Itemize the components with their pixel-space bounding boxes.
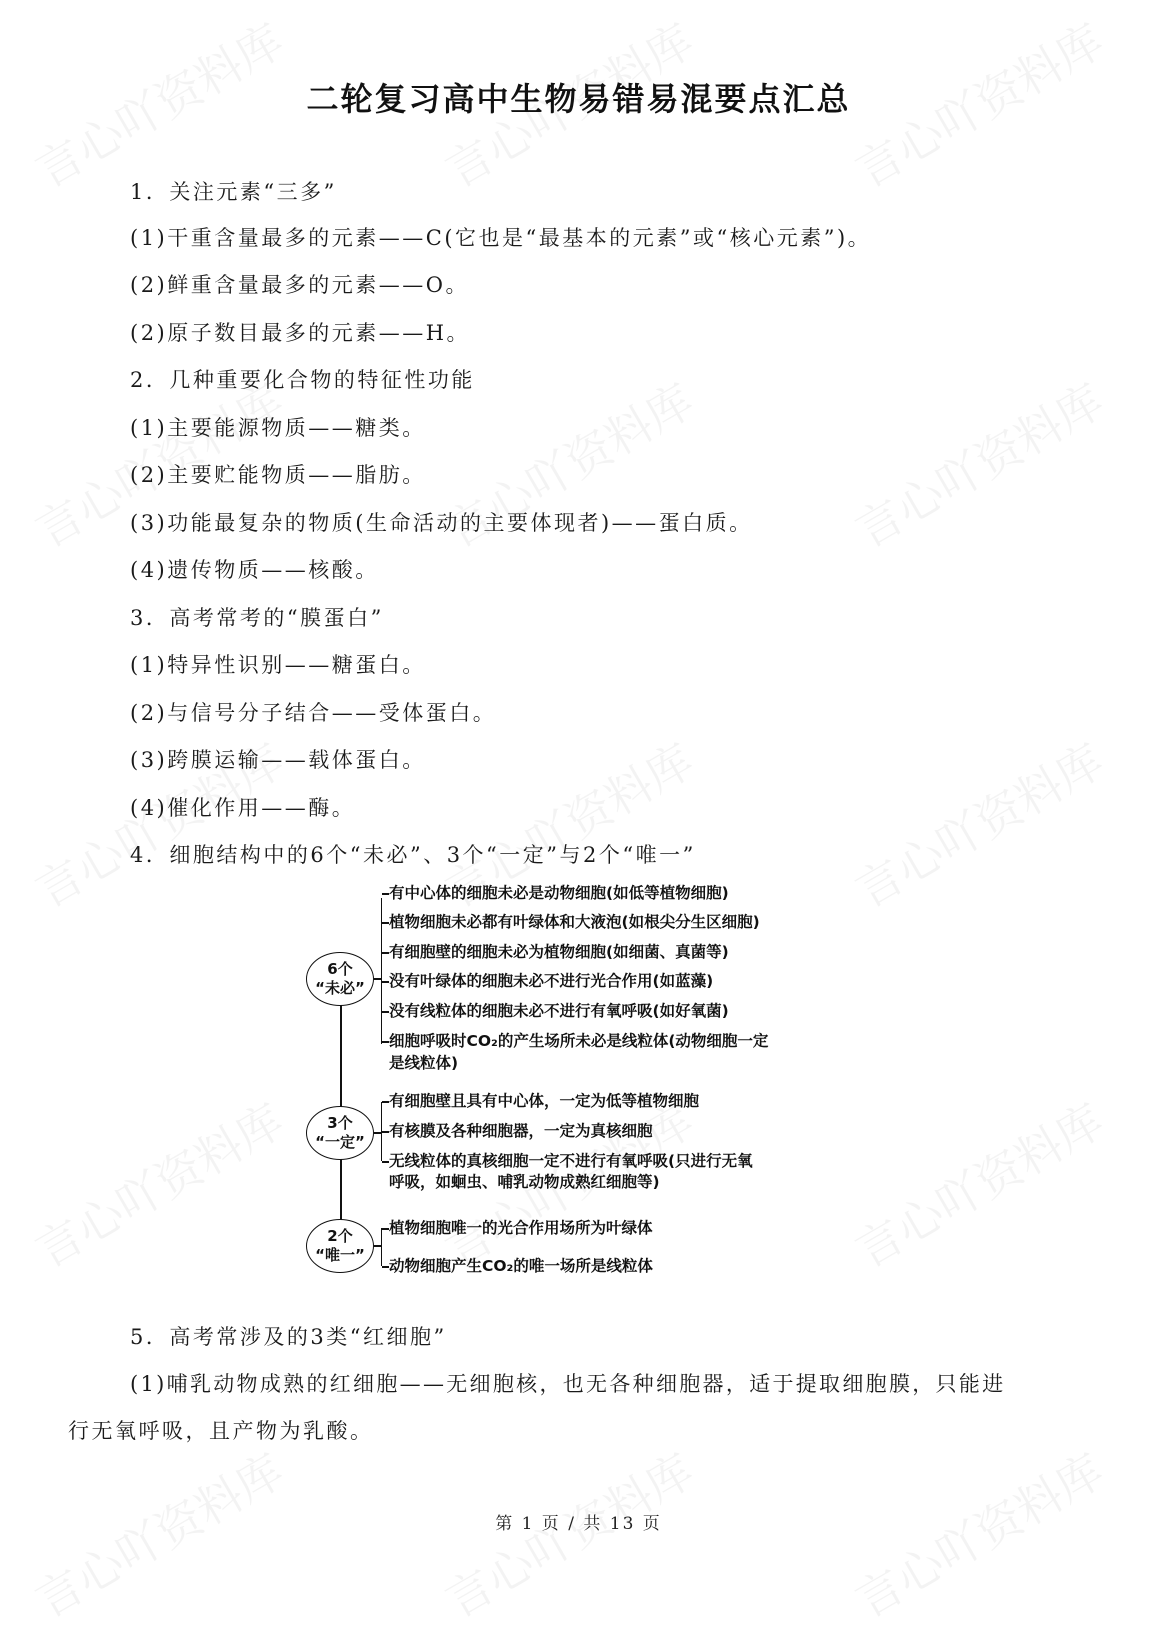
text-line: (4)催化作用——酶。 xyxy=(130,796,356,820)
diagram-node: 有核膜及各种细胞器，一定为真核细胞 xyxy=(389,1120,653,1142)
text-line: (1)哺乳动物成熟的红细胞——无细胞核，也无各种细胞器，适于提取细胞膜，只能进 xyxy=(130,1372,1006,1396)
text-line: (2)与信号分子结合——受体蛋白。 xyxy=(130,701,497,725)
diagram-node: 细胞呼吸时CO₂的产生场所未必是线粒体(动物细胞一定 xyxy=(389,1030,768,1052)
diagram-connector xyxy=(374,978,381,980)
text-line: (1)主要能源物质——糖类。 xyxy=(130,416,426,440)
diagram-node-continuation: 呼吸，如蛔虫、哺乳动物成熟红细胞等) xyxy=(389,1173,660,1191)
diagram-circle-6-weibi: 6个 “未必” xyxy=(306,952,374,1006)
structure-diagram xyxy=(305,884,865,1346)
section-heading: 3．高考常考的“膜蛋白” xyxy=(130,606,384,630)
diagram-node-continuation: 是线粒体) xyxy=(389,1054,459,1072)
page-footer: 第 1 页 / 共 13 页 xyxy=(495,1514,662,1534)
section-heading: 2．几种重要化合物的特征性功能 xyxy=(130,368,475,392)
diagram-circle-2-weiyi: 2个 “唯一” xyxy=(306,1219,374,1273)
text-line: (3)功能最复杂的物质(生命活动的主要体现者)——蛋白质。 xyxy=(130,511,753,535)
text-line: (1)干重含量最多的元素——C(它也是“最基本的元素”或“核心元素”)。 xyxy=(130,226,872,250)
text-line: (4)遗传物质——核酸。 xyxy=(130,558,379,582)
section-heading: 4．细胞结构中的6个“未必”、3个“一定”与2个“唯一” xyxy=(130,843,696,867)
diagram-circle-3-yiding: 3个 “一定” xyxy=(306,1106,374,1160)
watermark xyxy=(842,1085,1114,1280)
diagram-node: 无线粒体的真核细胞一定不进行有氧呼吸(只进行无氧 xyxy=(389,1150,753,1172)
text-line: (2)主要贮能物质——脂肪。 xyxy=(130,463,426,487)
text-line: (2)原子数目最多的元素——H。 xyxy=(130,321,471,345)
diagram-node: 植物细胞未必都有叶绿体和大液泡(如根尖分生区细胞) xyxy=(389,911,760,933)
diagram-connector xyxy=(374,1132,381,1134)
text-line: (2)鲜重含量最多的元素——O。 xyxy=(130,273,469,297)
text-line: 行无氧呼吸，且产物为乳酸。 xyxy=(68,1419,374,1443)
text-line: (1)特异性识别——糖蛋白。 xyxy=(130,653,426,677)
diagram-node: 有细胞壁且具有中心体，一定为低等植物细胞 xyxy=(389,1090,699,1112)
diagram-node: 没有线粒体的细胞未必不进行有氧呼吸(如好氧菌) xyxy=(389,1000,729,1022)
diagram-node: 没有叶绿体的细胞未必不进行光合作用(如蓝藻) xyxy=(389,970,713,992)
watermark xyxy=(842,365,1114,560)
diagram-node: 动物细胞产生CO₂的唯一场所是线粒体 xyxy=(389,1255,653,1277)
section-heading: 5．高考常涉及的3类“红细胞” xyxy=(130,1325,447,1349)
text-line: (3)跨膜运输——载体蛋白。 xyxy=(130,748,426,772)
diagram-node: 有细胞壁的细胞未必为植物细胞(如细菌、真菌等) xyxy=(389,941,729,963)
watermark xyxy=(22,1085,294,1280)
diagram-bracket xyxy=(381,1228,382,1266)
diagram-node: 植物细胞唯一的光合作用场所为叶绿体 xyxy=(389,1217,653,1239)
watermark xyxy=(842,725,1114,920)
section-heading: 1．关注元素“三多” xyxy=(130,180,337,204)
diagram-node: 有中心体的细胞未必是动物细胞(如低等植物细胞) xyxy=(389,882,729,904)
diagram-connector xyxy=(374,1245,381,1247)
page-title: 二轮复习高中生物易错易混要点汇总 xyxy=(306,80,851,118)
diagram-bracket xyxy=(381,898,382,1044)
